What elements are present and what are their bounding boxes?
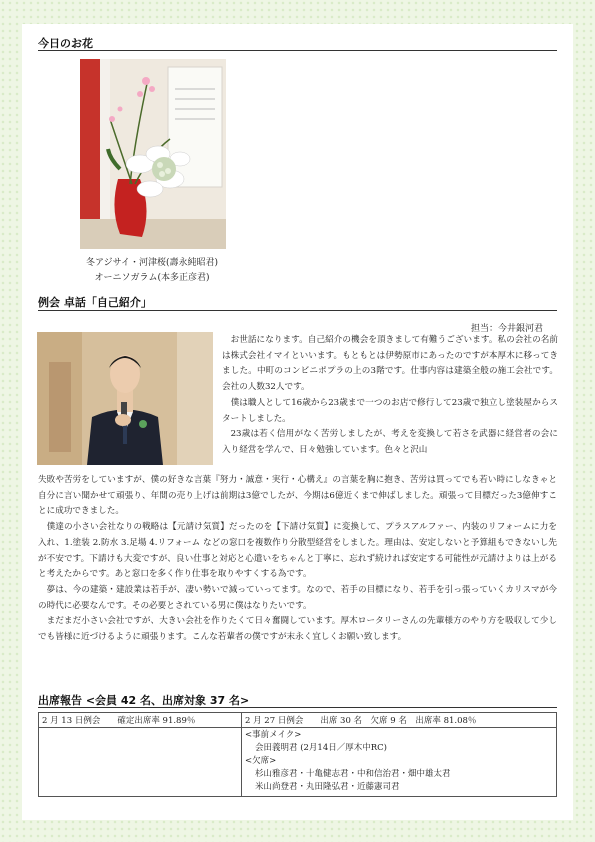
flower-arrangement-image <box>80 59 226 249</box>
attendance-left-body <box>39 728 242 797</box>
flower-caption-1: 冬アジサイ・河津桜(壽永純昭君) <box>85 258 219 268</box>
speech-paragraph-3: 23歳は若く信用がなく苦労しましたが、考えを変換して若さを武器に経営者の会に入り経営を学んで、日々勉強しています。色々と沢山 <box>222 429 558 455</box>
attendance-left-header: 2 月 13 日例会 確定出席率 91.89％ <box>39 713 242 728</box>
speaker-photo <box>37 332 213 465</box>
absent-line-2: 米山尚登君・丸田隆弘君・近藤憲司君 <box>255 782 400 792</box>
attendance-table <box>38 712 557 797</box>
speech-heading: 例会 卓話「自己紹介」 <box>38 296 152 309</box>
speech-paragraph-2: 僕は職人として16歳から23歳まで一つのお店で修行して23歳で独立し塗装屋からスタートしました。 <box>222 397 558 424</box>
attendance-heading: 出席報告 <会員 42 名、出席対象 37 名> <box>38 694 250 707</box>
speech-heading-rule <box>38 310 557 311</box>
flower-caption-2: オーニソガラム(本多正彦君) <box>94 273 210 283</box>
speech-paragraph-7: まだまだ小さい会社ですが、大きい会社を作りたくて日々奮闘しています。厚木ロータリーさんの先輩様方のやり方を吸収して少しでも皆様に近づけるように頑張ります。こんな若輩者の僕ですが末永く宜しくお願い致します。 <box>38 616 557 643</box>
presenter-label: 担当：今井銀河君 <box>470 324 543 334</box>
attendance-right-header: 2 月 27 日例会 出席 30 名 欠席 9 名 出席率 81.08％ <box>242 713 557 728</box>
absent-label: <欠席> <box>245 756 277 766</box>
speech-text-bottom <box>38 473 557 646</box>
speaker-image <box>37 332 213 465</box>
speech-text-top <box>222 333 558 459</box>
speech-paragraph-6: 夢は、今の建築・建設業は若手が、凄い勢いで減っていってます。なので、若手の目標になり、若手を引っ張っていくカリスマが今の時代に必要なんです。その必要とされている男に僕はなりたいです。 <box>38 584 557 611</box>
speech-paragraph-4: 失敗や苦労をしていますが、僕の好きな言葉『努力・誠意・実行・心構え』の言葉を胸に抱き、苦労は買ってでも若い時にしなきゃと自分に言い聞かせて頑張り、年間の売り上げは前期は3億でしたが、今期は6億近くまで伸ばしました。頑張って目標だった3億伸すことに成功できました。 <box>38 475 557 517</box>
flowers-heading-rule <box>38 50 557 51</box>
flowers-heading: 今日のお花 <box>38 37 93 50</box>
speech-paragraph-5: 僕達の小さい会社なりの戦略は【元請け気質】だったのを【下請け気質】に変換して、プラスアルファー、内装のリフォームに力を入れ、1.塗装 2.防水 3.足場 4.リフォーム などの窓口を複数作り分散型経営をしました。理由は、安定しないと予算組もできないし先が不安です。下請けも大変ですが、良い仕事と対応と心遣いをちゃんと丁寧に、忘れず続ければ安定する可能性が元請けよりは上がると考えたからです。あと窓口を多く作り仕事を取りやすくする為です。 <box>38 522 557 580</box>
absent-line-1: 杉山雅彦君・十亀健志君・中和信治君・畑中雄太君 <box>255 769 451 779</box>
makeup-label: <事前メイク> <box>245 730 302 740</box>
speech-paragraph-1: お世話になります。自己紹介の機会を頂きまして有難うございます。私の会社の名前は株式会社イマイといいます。もともとは伊勢原市にあったのですが本厚木に移ってきました。中町のコンビニポプラの上の3階です。仕事内容は建築全般の施工会社です。会社の人数32人です。 <box>222 335 558 393</box>
makeup-entry: 会田義明君 (2月14日／厚木中RC) <box>255 743 387 753</box>
attendance-heading-rule <box>38 707 557 708</box>
attendance-right-body <box>242 728 557 797</box>
flower-arrangement-photo <box>80 59 226 249</box>
newsletter-page <box>22 24 573 820</box>
